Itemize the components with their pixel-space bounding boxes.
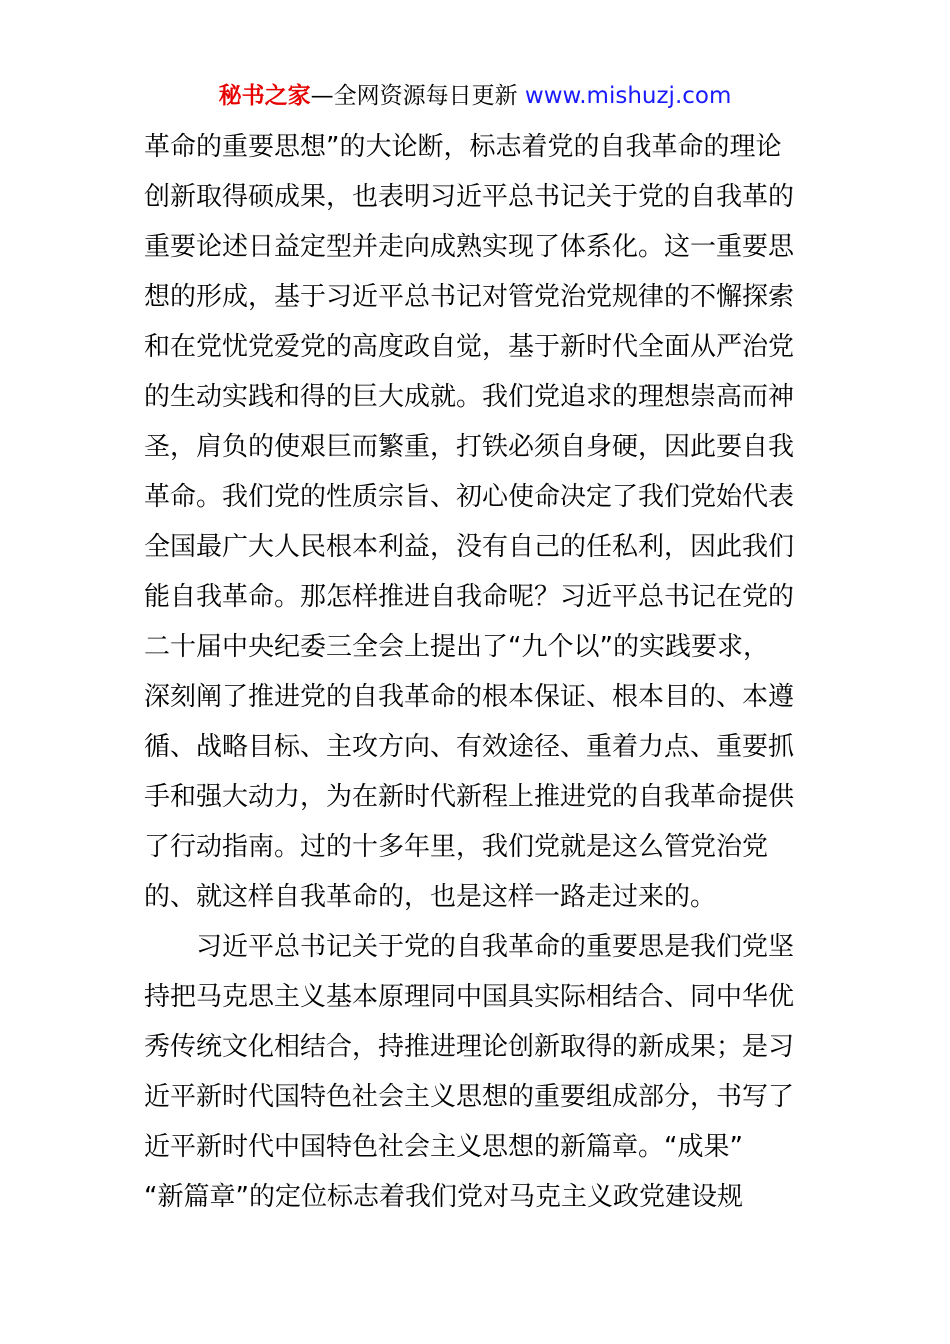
text-line: 手和强大动力，为在新时代新程上推进党的自我革命提供 <box>144 782 795 812</box>
text-line: 的、就这样自我革命的，也是这样一路走过来的。 <box>144 882 717 912</box>
text-line: 的生动实践和得的巨大成就。我们党追求的理想崇高而神 <box>144 382 795 412</box>
text-line: 了行动指南。过的十多年里，我们党就是这么管党治党 <box>144 832 769 862</box>
text-line: 二十届中央纪委三全会上提出了“九个以”的实践要求， <box>144 632 769 662</box>
text-line: 深刻阐了推进党的自我革命的根本保证、根本目的、本遵 <box>144 682 795 712</box>
brand-name: 秘书之家 <box>218 83 311 109</box>
text-line: 习近平总书记关于党的自我革命的重要思是我们党坚 <box>144 932 795 962</box>
text-line: 圣，肩负的使艰巨而繁重，打铁必须自身硬，因此要自我 <box>144 432 795 462</box>
text-line: 和在党忧党爱党的高度政自觉，基于新时代全面从严治党 <box>144 332 795 362</box>
text-line: 秀传统文化相结合，持推进理论创新取得的新成果；是习 <box>144 1032 795 1062</box>
text-line: “新篇章”的定位标志着我们党对马克主义政党建设规 <box>144 1182 743 1212</box>
text-line: 循、战略目标、主攻方向、有效途径、重着力点、重要抓 <box>144 732 795 762</box>
page-header <box>0 80 950 112</box>
text-line: 革命。我们党的性质宗旨、初心使命决定了我们党始代表 <box>144 482 795 512</box>
text-line: 重要论述日益定型并走向成熟实现了体系化。这一重要思 <box>144 232 795 262</box>
text-line: 革命的重要思想”的大论断，标志着党的自我革命的理论 <box>144 132 782 162</box>
text-line: 近平新时代中国特色社会主义思想的新篇章。“成果” <box>144 1132 743 1162</box>
text-line: 想的形成，基于习近平总书记对管党治党规律的不懈探索 <box>144 282 795 312</box>
text-line: 创新取得硕成果，也表明习近平总书记关于党的自我革的 <box>144 182 795 212</box>
text-line: 持把马克思主义基本原理同中国具实际相结合、同中华优 <box>144 982 795 1012</box>
text-line: 全国最广大人民根本利益，没有自己的任私利，因此我们 <box>144 532 795 562</box>
text-line: 近平新时代国特色社会主义思想的重要组成部分，书写了 <box>144 1082 795 1112</box>
text-line: 能自我革命。那怎样推进自我命呢？习近平总书记在党的 <box>144 582 795 612</box>
header-tagline: —全网资源每日更新 <box>310 83 518 109</box>
site-url-link[interactable]: www.mishuzj.com <box>524 83 732 109</box>
